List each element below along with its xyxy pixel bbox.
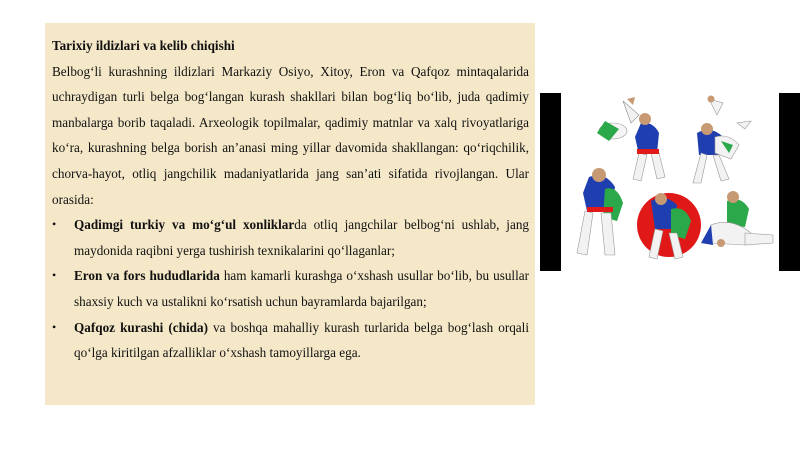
bullet-bold-text: Eron va fors hududlarida <box>74 268 220 284</box>
wrestler-pair-top-left <box>597 97 665 181</box>
intro-paragraph: Belbog‘li kurashning ildizlari Markaziy Osiyo, Xitoy, Eron va Qafqoz mintaqalarida uchraydigan turli belga bog‘langan kurash shakllari bilan bog‘liq bo‘lib, juda qadimiy manbalarga borib taqaladi. Arxeologik topilmalar, qadimiy matnlar va xalq rivoyatlariga ko‘ra, kurashning belga borish an’anasi ming yillar davomida shakllangan: qo‘riqchilik, chorva-hayot, otliq jangchilik madaniyatlarida jang san’ati sifatida rivojlangan. Ular orasida: <box>52 63 529 207</box>
bullet-bold-text: Qafqoz kurashi (chida) <box>74 319 208 335</box>
wrestler-pair-bottom-left <box>577 168 623 255</box>
bullet-item <box>52 212 529 263</box>
bullet-list <box>52 212 529 366</box>
bullet-item <box>52 315 529 366</box>
image-letterbox-right <box>779 93 800 271</box>
bullet-icon: • <box>52 217 57 232</box>
bullet-item <box>52 263 529 314</box>
bullet-text: da otliq jangchilar belbog‘ni ushlab, jang maydonida raqibni yerga tushirish texnikalarini qo‘llaganlar; <box>74 217 530 258</box>
slide-heading: Tarixiy ildizlari va kelib chiqishi <box>52 38 235 53</box>
text-panel <box>45 23 535 405</box>
bullet-text: ham kamarli kurashga o‘xshash usullar bo‘lib, bu usullar shaxsiy kuch va ustalikni ko‘rsatish uchun bayramlarda bajarilgan; <box>74 268 529 309</box>
bullet-icon: • <box>52 319 57 334</box>
red-circle-emblem <box>637 193 701 259</box>
wrestler-pair-top-right <box>693 96 751 184</box>
wrestling-illustration <box>561 93 779 271</box>
wrestler-pair-bottom-right <box>701 191 773 247</box>
wrestlers-image <box>561 93 779 271</box>
bullet-bold-text: Qadimgi turkiy va mo‘g‘ul xonliklar <box>74 217 295 233</box>
bullet-icon: • <box>52 268 57 283</box>
image-letterbox-left <box>540 93 561 271</box>
bullet-text: va boshqa mahalliy kurash turlarida belga bog‘lash orqali qo‘lga kiritilgan afzalliklar o‘xshash tamoyillarga ega. <box>74 319 529 361</box>
